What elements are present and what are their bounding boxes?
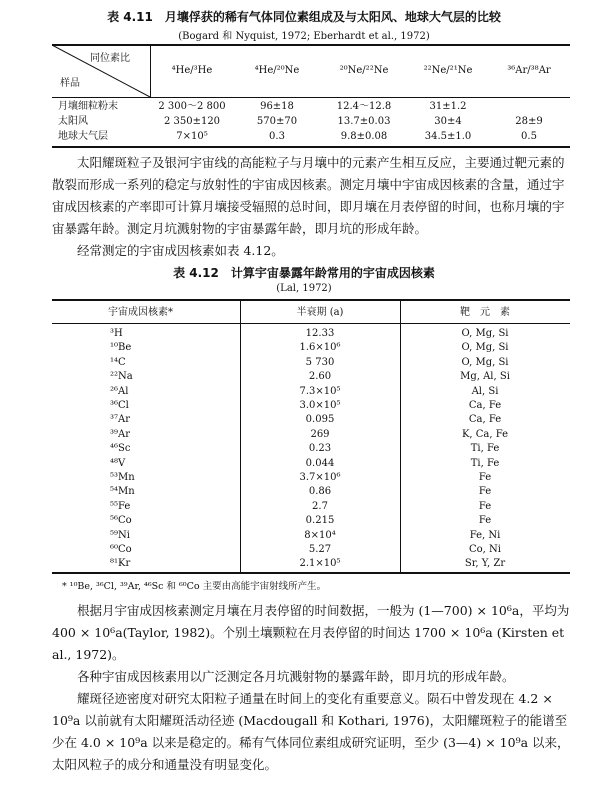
body-paragraph: 各种宇宙成因核素用以广泛测定各月坑溅射物的暴露年龄，即月坑的形成年龄。 bbox=[77, 669, 515, 684]
table-cell: 0.3 bbox=[269, 131, 285, 142]
table-row-label: 地球大气层 bbox=[58, 131, 108, 142]
table-cell: 30±4 bbox=[434, 116, 462, 127]
target-element-cell: Ca, Fe bbox=[468, 400, 502, 411]
nuclide-cell: ⁵⁴Mn bbox=[110, 486, 135, 498]
table-cell: 7×10⁵ bbox=[176, 131, 208, 142]
body-paragraph-group-2 bbox=[52, 600, 572, 776]
nuclide-cell: ³⁷Ar bbox=[110, 414, 131, 426]
table-4-12-caption: 表 4.12 计算宇宙暴露年龄常用的宇宙成因核素 bbox=[173, 266, 435, 280]
table-bottom-rule bbox=[52, 572, 570, 574]
target-element-cell: Fe, Ni bbox=[469, 529, 501, 541]
table-cell: 2 350±120 bbox=[163, 116, 221, 127]
half-life-cell: 5 730 bbox=[305, 356, 335, 368]
half-life-cell: 12.33 bbox=[305, 328, 335, 339]
half-life-cell: 2.1×10⁵ bbox=[299, 558, 341, 570]
nuclide-cell: ¹⁰Be bbox=[110, 342, 132, 354]
half-life-cell: 0.215 bbox=[305, 515, 335, 527]
table-cell: 34.5±1.0 bbox=[424, 131, 472, 142]
target-element-cell: Fe bbox=[478, 472, 492, 483]
table-cell: 13.7±0.03 bbox=[337, 116, 391, 127]
nuclide-cell: ⁵³Mn bbox=[110, 472, 135, 483]
table-4-11-caption: 表 4.11 月壤俘获的稀有气体同位素组成及与太阳风、地球大气层的比较 bbox=[107, 10, 501, 24]
table-header-rule bbox=[52, 97, 570, 98]
table-row-label: 太阳风 bbox=[58, 116, 88, 127]
target-element-cell: O, Mg, Si bbox=[461, 342, 509, 354]
half-life-cell: 0.86 bbox=[308, 486, 332, 498]
body-paragraph: 耀斑径迹密度对研究太阳粒子通量在时间上的变化有重要意义。陨石中曾发现在 4.2 × 10⁹a 以前就有太阳耀斑活动径迹 (Macdougall 和 Kothari, 1976)，太阳耀斑粒子的能谱至少在 4.0 × 10⁹a 以来是稳定的。稀有气体同位素组成研究证明，至少 (3—4) × 10⁹a 以来，太阳风粒子的成分和通量没有明显变化。 bbox=[52, 691, 570, 772]
nuclide-cell: ⁴⁸V bbox=[110, 457, 126, 469]
nuclide-cell: ²⁶Al bbox=[110, 385, 129, 397]
nuclide-cell: ³⁶Cl bbox=[110, 400, 129, 411]
target-element-cell: Fe bbox=[478, 500, 492, 512]
target-element-cell: Fe bbox=[478, 515, 492, 527]
table-cell: 96±18 bbox=[260, 101, 294, 112]
table-footnote: * ¹⁰Be, ³⁶Cl, ³⁹Ar, ⁴⁶Sc 和 ⁶⁰Co 主要由高能宇宙射线所产生。 bbox=[62, 581, 327, 592]
nuclide-cell: ⁵⁹Ni bbox=[110, 529, 130, 541]
target-element-cell: O, Mg, Si bbox=[461, 356, 509, 368]
table-cell: 9.8±0.08 bbox=[340, 131, 388, 142]
body-paragraph-group-1 bbox=[52, 152, 572, 262]
table-header-rule bbox=[52, 323, 570, 324]
half-life-cell: 1.6×10⁶ bbox=[299, 342, 341, 354]
target-element-cell: Ti, Fe bbox=[470, 443, 500, 455]
table-top-rule bbox=[52, 299, 570, 301]
table-col-header: ⁴He/³He bbox=[171, 65, 213, 76]
half-life-cell: 2.7 bbox=[312, 500, 328, 512]
target-element-cell: Mg, Al, Si bbox=[460, 371, 510, 383]
table-col-header: ²²Ne/²¹Ne bbox=[423, 65, 473, 76]
nuclide-cell: ³⁹Ar bbox=[110, 428, 131, 440]
target-element-cell: Al, Si bbox=[471, 385, 499, 397]
half-life-cell: 0.095 bbox=[305, 414, 335, 426]
table-header-isotope-ratio: 同位素比 bbox=[90, 53, 130, 64]
nuclide-cell: ²²Na bbox=[110, 371, 133, 383]
table-cell: 28±9 bbox=[515, 116, 543, 127]
table-col-header-target: 靶 元 素 bbox=[460, 307, 510, 318]
target-element-cell: Sr, Y, Zr bbox=[464, 558, 506, 570]
body-paragraph: 太阳耀斑粒子及银河宇宙线的高能粒子与月壤中的元素产生相互反应，主要通过靶元素的散裂而形成一系列的稳定与放射性的宇宙成因核素。测定月壤中宇宙成因核素的含量，通过宇宙成因核素的产率即可计算月壤接受辐照的总时间，即月壤在月表停留的时间，也称月壤的宇宙暴露年龄。测定月坑溅射物的宇宙暴露年龄，即月坑的形成年龄。 bbox=[52, 155, 565, 236]
half-life-cell: 2.60 bbox=[308, 371, 332, 383]
table-bottom-rule bbox=[52, 146, 570, 148]
nuclide-cell: ⁴⁶Sc bbox=[110, 443, 131, 455]
target-element-cell: K, Ca, Fe bbox=[461, 428, 509, 440]
nuclide-cell: ⁵⁵Fe bbox=[110, 500, 131, 512]
table-col-header: ⁴He/²⁰Ne bbox=[254, 65, 300, 76]
target-element-cell: Ti, Fe bbox=[470, 457, 500, 469]
target-element-cell: O, Mg, Si bbox=[461, 328, 509, 339]
half-life-cell: 8×10⁴ bbox=[304, 529, 336, 541]
body-paragraph: 根据月宇宙成因核素测定月壤在月表停留的时间数据，一般为 (1—700) × 10⁶a，平均为 400 × 10⁶a(Taylor, 1982)。个别土壤颗粒在月表停留的时间达 1700 × 10⁶a (Kirsten et al., 1972)。 bbox=[52, 603, 570, 662]
nuclide-cell: ⁸¹Kr bbox=[110, 558, 131, 570]
half-life-cell: 5.27 bbox=[308, 544, 332, 555]
table-cell: 12.4～12.8 bbox=[336, 101, 392, 112]
table-col-header-half-life: 半衰期 (a) bbox=[296, 307, 344, 318]
table-row-label: 月壤细粒粉末 bbox=[58, 101, 118, 112]
body-paragraph: 经常测定的宇宙成因核素如表 4.12。 bbox=[77, 243, 284, 258]
table-4-12-source: (Lal, 1972) bbox=[276, 283, 332, 294]
half-life-cell: 0.23 bbox=[308, 443, 332, 455]
table-cell: 0.5 bbox=[521, 131, 537, 142]
target-element-cell: Co, Ni bbox=[469, 544, 501, 555]
nuclide-cell: ³H bbox=[110, 328, 123, 339]
half-life-cell: 0.044 bbox=[305, 457, 335, 469]
nuclide-cell: ⁶⁰Co bbox=[110, 544, 132, 555]
table-cell: 2 300～2 800 bbox=[158, 101, 226, 112]
table-col-header: ²⁰Ne/²²Ne bbox=[339, 65, 389, 76]
table-col-header-nuclide: 宇宙成因核素* bbox=[108, 307, 173, 318]
table-4-11-source: (Bogard 和 Nyquist, 1972; Eberhardt et al., 1972) bbox=[178, 31, 430, 42]
table-col-header: ³⁶Ar/³⁸Ar bbox=[507, 65, 551, 76]
target-element-cell: Ca, Fe bbox=[468, 414, 502, 426]
table-cell: 570±70 bbox=[256, 116, 298, 127]
table-cell: 31±1.2 bbox=[429, 101, 467, 112]
nuclide-cell: ⁵⁶Co bbox=[110, 515, 132, 527]
half-life-cell: 7.3×10⁵ bbox=[299, 385, 341, 397]
half-life-cell: 3.0×10⁵ bbox=[299, 400, 341, 411]
nuclide-cell: ¹⁴C bbox=[110, 356, 126, 368]
half-life-cell: 3.7×10⁶ bbox=[299, 472, 341, 483]
table-header-sample: 样品 bbox=[60, 78, 80, 89]
half-life-cell: 269 bbox=[310, 428, 330, 440]
target-element-cell: Fe bbox=[478, 486, 492, 498]
